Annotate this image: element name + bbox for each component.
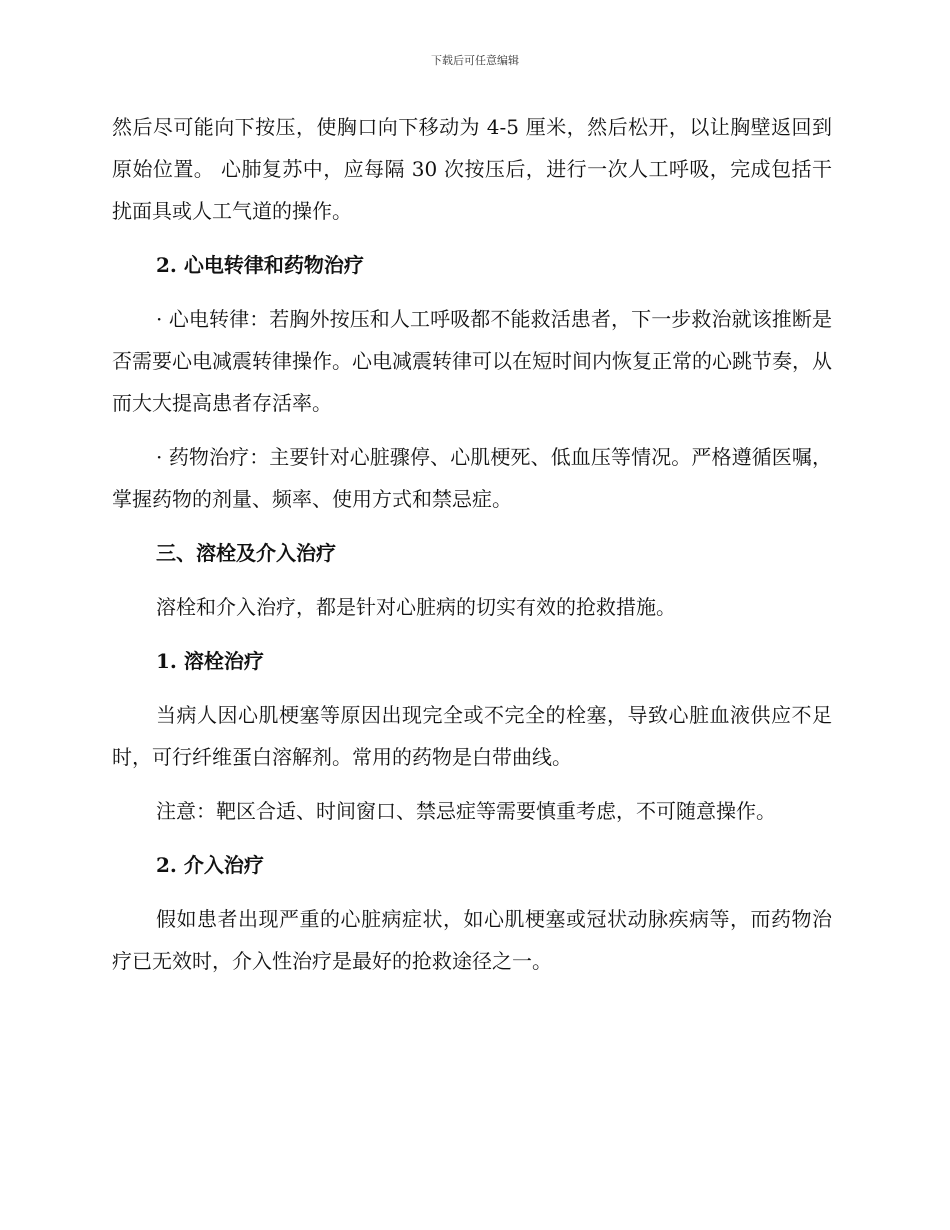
paragraph-intro-thrombolysis: 溶栓和介入治疗，都是针对心脏病的切实有效的抢救措施。 (156, 595, 676, 619)
paragraph-cpr-continued: 然后尽可能向下按压，使胸口向下移动为 4-5 厘米，然后松开，以让胸壁返回到原始位置。 心肺复苏中，应每隔 30 次按压后，进行一次人工呼吸，完成包括干扰面具或人工气道的操作。 (112, 115, 832, 223)
paragraph-drug-therapy: · 药物治疗：主要针对心脏骤停、心肌梗死、低血压等情况。严格遵循医嘱，掌握药物的剂量、频率、使用方式和禁忌症。 (112, 445, 832, 511)
spacer (112, 628, 832, 640)
section-heading-thrombolysis-intervention: 三、溶栓及介入治疗 (156, 541, 336, 565)
spacer (112, 424, 832, 436)
paragraph-defibrillation: · 心电转律：若胸外按压和人工呼吸都不能救活患者，下一步救治就该推断是否需要心电减震转律操作。心电减震转律可以在短时间内恢复正常的心跳节奏，从而大大提高患者存活率。 (112, 307, 832, 415)
document-body (112, 106, 832, 982)
spacer (112, 886, 832, 898)
spacer (112, 286, 832, 298)
paragraph-thrombolysis: 当病人因心肌梗塞等原因出现完全或不完全的栓塞，导致心脏血液供应不足时，可行纤维蛋白溶解剂。常用的药物是白带曲线。 (112, 703, 832, 769)
section-heading-intervention: 2. 介入治疗 (156, 853, 264, 877)
page-header: 下载后可任意编辑 (431, 54, 519, 67)
spacer (112, 778, 832, 790)
spacer (112, 520, 832, 532)
section-heading-defibrillation: 2. 心电转律和药物治疗 (156, 253, 364, 277)
paragraph-note: 注意：靶区合适、时间窗口、禁忌症等需要慎重考虑，不可随意操作。 (156, 799, 776, 823)
spacer (112, 832, 832, 844)
section-heading-thrombolysis: 1. 溶栓治疗 (156, 649, 264, 673)
paragraph-intervention: 假如患者出现严重的心脏病症状，如心肌梗塞或冠状动脉疾病等，而药物治疗已无效时，介入性治疗是最好的抢救途径之一。 (112, 907, 832, 973)
spacer (112, 682, 832, 694)
spacer (112, 232, 832, 244)
spacer (112, 574, 832, 586)
